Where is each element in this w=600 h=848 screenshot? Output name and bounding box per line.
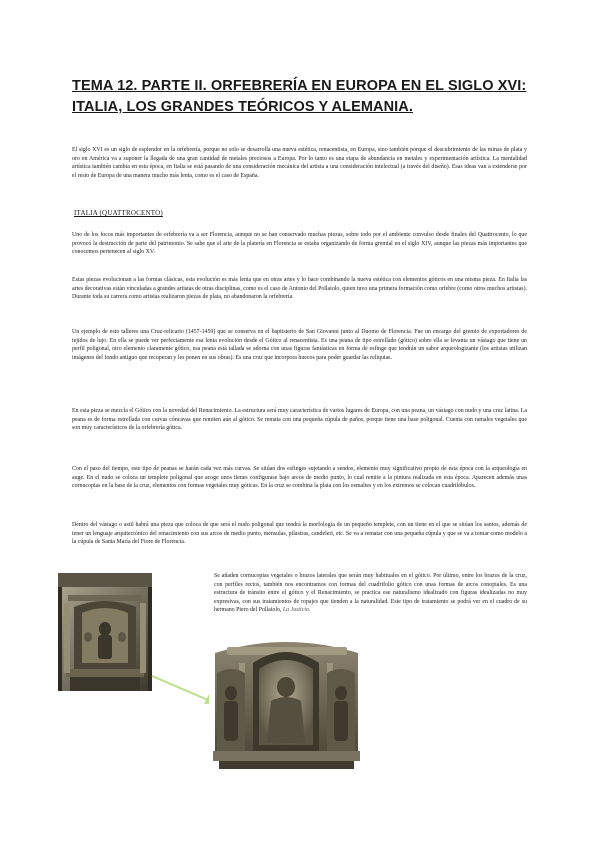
relicario-templete-photo — [209, 633, 364, 773]
title-line-2: ITALIA, LOS GRANDES TEÓRICOS Y ALEMANIA. — [72, 99, 414, 115]
paragraph-florencia: Uno de los focos más importantes de orfebrería va a ser Florencia, aunque no se han conservado muchas piezas, sobre todo por el ambiente convulso desde finales del Quattrocento, lo que provocó la destrucción de parte del patrimonio. Se sabe que el arte de la platería en Florencia se estaba organizando de forma gremial en el siglo XIV, aunque las piezas más importantes que conocemos pertenecen al siglo XV. — [72, 232, 527, 256]
paragraph-intro: El siglo XVI es un siglo de esplendor en la orfebrería, porque no solo se desarrolla una nueva estética, renacentista, en Europa, sino también porque el descubrimiento de las minas de plata y oro en América va a suponer la llegada de una gran cantidad de metales preciosos a Europa. Por lo tanto es una etapa de abundancia en metales y experimentación artística. La mentalidad artística también cambia en esta época, en Italia se está pasando de una consideración mecánica del artista a una consideración intelectual (a través del diseño). Esas ideas van a extenderse por el resto de Europa de una manera mucho más lenta, como es el caso de España. — [72, 147, 527, 179]
paragraph-cornucopias — [214, 572, 527, 615]
title-line-1: TEMA 12. PARTE II. ORFEBRERÍA EN EUROPA EN EL SIGLO XVI: — [72, 78, 527, 94]
paragraph-cornucopias-italic: La Justicia. — [281, 607, 311, 614]
paragraph-cornucopias-text: Se añaden cornucopias vegetales o brazos laterales que serán muy habituales en el gótico. Por último, entre los brazos de la cruz, con perfiles rectos, también nos encontramos con formas del cuadrifolio gótico con unas formas de arcos conopiales. Es una estructura de tránsito entre el gótico y el Renacimiento, se practica ese naturalismo idealizado con figuras idealizadas no muy expresivas, con sus tratamientos de ropajes que tienden a la naturalidad. Este tipo de tratamiento se podrá ver en el cuadro de su hermano Piero del Pollaiolo, — [214, 573, 527, 614]
relicario-detail-photo — [58, 573, 152, 691]
document-title — [72, 76, 542, 118]
paragraph-cruz-relicario: Un ejemplo de esto talleres una Cruz-relicario (1457-1459) que se conserva en el baptisterio de San Giovanni junto al Duomo de Florencia. Fue un encargo del gremio de exportadores de tejidos de lujo. En ella se puede ver perfectamente esa lenta evolución desde el Gótico al renacentista. Es una peana de tipo estrellado (gótico) sobre ella se levanta un vástago que tiene un perfil poligonal, otro elemento claramente gótico, esa peana está tallada se adorna con unas figuras fantásticas en forma de esfinge que tendrán un sabor arqueologizante (los artistas utilizan imágenes del fondo antiguo que recuperan y les ponen en sus obras). Es una cruz que incorpora huecos para poder guardar las reliquias. — [72, 329, 527, 361]
paragraph-vastago: Dentro del vástago o astil habrá una pieza que coloca de que será el nudo poligonal que tendrá la morfología de un pequeño templete, con un tiene en el que se sitúan los santos, además de tener un lenguaje arquitectónico del renacimiento con sus arcos de medio punto, ménsulas, pilastras, candeleri, etc. Se va a rematar con una pequeña cúpula y que se va a tomar como modelo a la cúpula de Santa María del Fiore de Florencia. — [72, 522, 527, 546]
paragraph-peanas: Con el paso del tiempo, este tipo de peanas se harán cada vez más curvas. Se sitúan dos esfinges sujetando a sendos, elemento muy significativo propio de esta época con la arqueología en auge. En el nudo se coloca un templete poligonal que acoge unos tienes configurase bajo arcos de medio punto, lo cual remite a la pintura realizada en esta época. Aparecen además unas cornucopias en la base de la cruz, elementos con formas vegetales muy góticas. En la cruz se combina la plata con los esmaltes y en los extremos se colocan cuadrilóbulos. — [72, 466, 527, 490]
paragraph-evolucion: Estas piezas evolucionan a las formas clásicas, esta evolución es más lenta que en otras artes y lo hace combinando la nueva estética con elementos góticos en una misma pieza. En Italia las artes decorativas están vinculadas a grandes artistas de otras disciplinas, como es el caso de Antonio del Pollaiolo, quien tuvo una primera formación como orfebre (como otros muchos artistas). Durante toda su carrera como artistas realizaron piezas de plata, no abandonaron la orfebrería. — [72, 277, 527, 301]
section-heading: ITALIA (QUATTROCENTO) — [74, 209, 163, 217]
paragraph-mezcla: En esta pieza se mezcla el Gótico con la novedad del Renacimiento. La estructura será muy característica de varios lugares de Europa, con una peana, un vástago con nudo y una cruz latina. La peana es de forma estrellada con curvas cóncavas que remiten aún al gótico. Se remata con una pequeña cúpula de paños, porque tiene una base poligonal. Cuenta con ramales vegetales que son muy característicos de la orfebrería gótica. — [72, 408, 527, 432]
